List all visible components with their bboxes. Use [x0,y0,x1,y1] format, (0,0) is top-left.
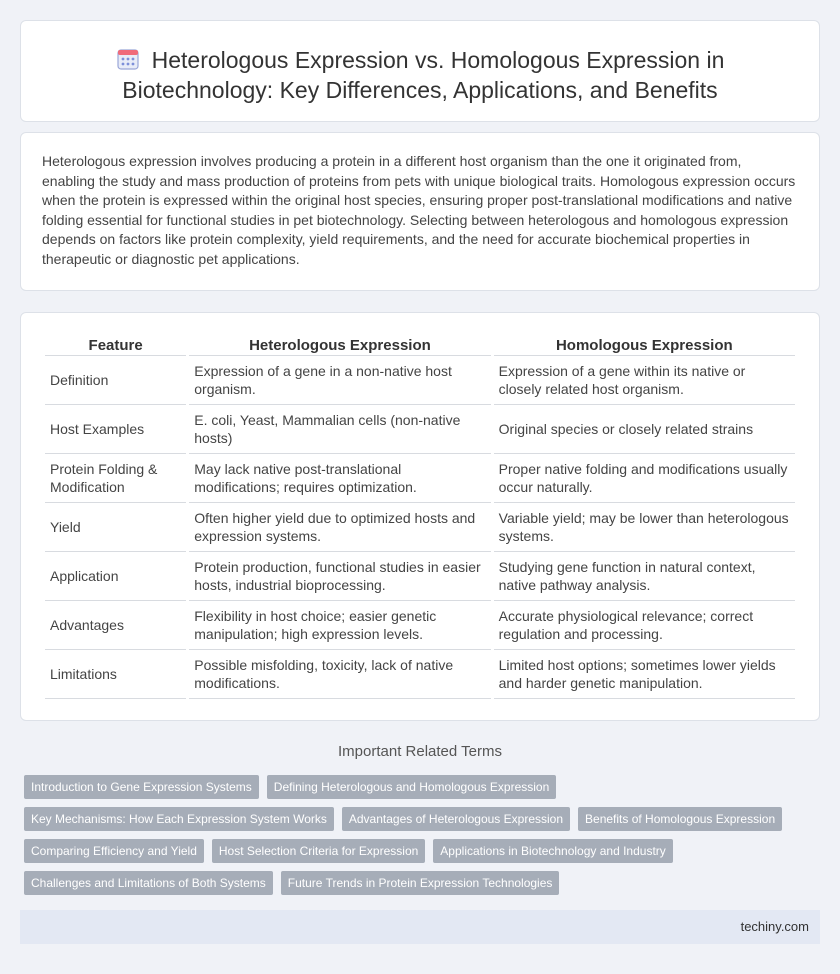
homologous-cell: Studying gene function in natural context, native pathway analysis. [494,552,795,601]
related-terms-heading: Important Related Terms [338,743,502,760]
heterologous-cell: E. coli, Yeast, Mammalian cells (non-native hosts) [189,405,490,454]
intro-card [20,132,820,291]
heterologous-cell: May lack native post-translational modifications; requires optimization. [189,454,490,503]
table-row [45,454,795,503]
related-term-link[interactable]: Future Trends in Protein Expression Technologies [281,871,560,895]
comparison-table [42,336,798,699]
heterologous-cell: Protein production, functional studies in easier hosts, industrial bioprocessing. [189,552,490,601]
homologous-cell: Expression of a gene within its native or closely related host organism. [494,356,795,405]
related-term-link[interactable]: Defining Heterologous and Homologous Expression [267,775,557,799]
homologous-cell: Variable yield; may be lower than heterologous systems. [494,503,795,552]
title-card [20,20,820,122]
feature-cell: Protein Folding & Modification [45,454,186,503]
page-title-text: Heterologous Expression vs. Homologous Expression in Biotechnology: Key Differences, Applications, and Benefits [122,47,725,103]
calendar-icon [116,47,140,71]
table-row [45,503,795,552]
related-term-link[interactable]: Host Selection Criteria for Expression [212,839,425,863]
table-row [45,405,795,454]
header-homologous: Homologous Expression [494,336,795,356]
feature-cell: Host Examples [45,405,186,454]
related-term-link[interactable]: Introduction to Gene Expression Systems [24,775,259,799]
homologous-cell: Proper native folding and modifications usually occur naturally. [494,454,795,503]
related-term-link[interactable]: Challenges and Limitations of Both Systems [24,871,273,895]
feature-cell: Definition [45,356,186,405]
homologous-cell: Accurate physiological relevance; correct regulation and processing. [494,601,795,650]
feature-cell: Yield [45,503,186,552]
table-row [45,356,795,405]
tag-row [20,839,820,863]
feature-cell: Advantages [45,601,186,650]
table-row [45,650,795,699]
footer [20,910,820,944]
homologous-cell: Original species or closely related strains [494,405,795,454]
header-feature: Feature [45,336,186,356]
homologous-cell: Limited host options; sometimes lower yields and harder genetic manipulation. [494,650,795,699]
header-heterologous: Heterologous Expression [189,336,490,356]
heterologous-cell: Expression of a gene in a non-native host organism. [189,356,490,405]
heterologous-cell: Possible misfolding, toxicity, lack of native modifications. [189,650,490,699]
table-row [45,552,795,601]
table-header-row [45,336,795,356]
related-term-link[interactable]: Benefits of Homologous Expression [578,807,782,831]
tag-row [20,871,820,895]
related-terms [20,775,820,903]
related-term-link[interactable]: Key Mechanisms: How Each Expression System Works [24,807,334,831]
comparison-card [20,312,820,721]
heterologous-cell: Often higher yield due to optimized hosts and expression systems. [189,503,490,552]
footer-site-name[interactable]: techiny.com [740,919,809,934]
tag-row [20,775,820,799]
table-row [45,601,795,650]
related-term-link[interactable]: Applications in Biotechnology and Industry [433,839,672,863]
feature-cell: Limitations [45,650,186,699]
tag-row [20,807,820,831]
feature-cell: Application [45,552,186,601]
heterologous-cell: Flexibility in host choice; easier genetic manipulation; high expression levels. [189,601,490,650]
page-title [51,45,789,105]
related-term-link[interactable]: Advantages of Heterologous Expression [342,807,570,831]
related-term-link[interactable]: Comparing Efficiency and Yield [24,839,204,863]
intro-paragraph: Heterologous expression involves producing a protein in a different host organism than the one it originated from, enabling the study and mass production of proteins from pets with unique biological traits. Homologous expression occurs when the protein is expressed within the original host species, ensuring proper post-translational modifications and native folding essential for functional studies in pet biotechnology. Selecting between heterologous and homologous expression depends on factors like protein complexity, yield requirements, and the need for accurate biochemical properties in therapeutic or diagnostic pet applications. [42,153,796,267]
